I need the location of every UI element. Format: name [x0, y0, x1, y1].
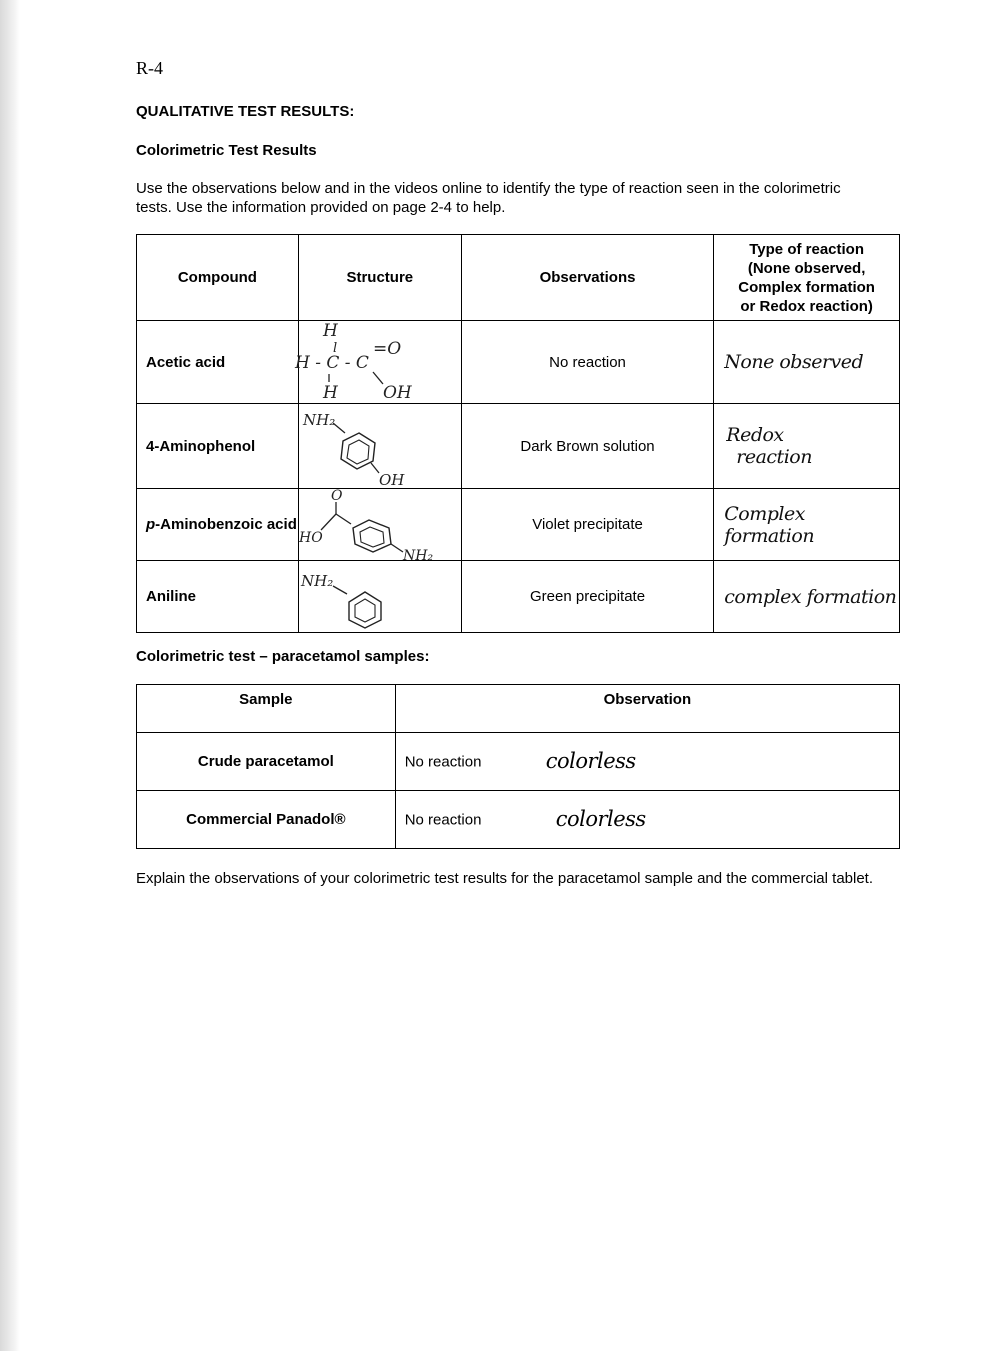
label-h-top: H: [322, 321, 338, 341]
observation-text: No reaction: [404, 811, 482, 828]
sample-name: Commercial Panadol®: [137, 791, 396, 849]
label-carbonyl-o: =O: [372, 339, 402, 359]
page-number: R-4: [136, 58, 163, 78]
observation-cell: [395, 791, 899, 849]
label-nh2: NH₂: [302, 411, 336, 429]
observation-cell: [395, 733, 899, 791]
label-oh: OH: [378, 471, 405, 489]
table-header-row: [137, 235, 900, 321]
label-h-bottom: H: [322, 383, 338, 403]
structure-4-aminophenol: [298, 404, 461, 489]
label-main-chain: H - C - C: [294, 353, 369, 373]
header-structure: Structure: [298, 235, 461, 321]
label-bond-top: l: [332, 341, 337, 356]
structure-p-aminobenzoic-acid: [298, 487, 461, 564]
page-edge-shadow: [0, 0, 20, 1351]
label-o: O: [330, 487, 343, 504]
label-oh: OH: [382, 383, 412, 403]
observation: Dark Brown solution: [461, 404, 713, 489]
structure-acetic-acid: [294, 321, 461, 404]
table-row: [137, 791, 900, 849]
reaction-type-handwritten: complex formation: [714, 561, 900, 633]
compound-name: Aniline: [137, 561, 299, 633]
aminobenzoic-acid-drawing: [298, 487, 459, 564]
subsection-heading: Colorimetric Test Results: [136, 142, 317, 159]
table-row: [137, 561, 900, 633]
acetic-acid-drawing: [294, 321, 459, 403]
compound-name: p-Aminobenzoic acid: [137, 489, 299, 561]
section-heading: QUALITATIVE TEST RESULTS:: [136, 103, 355, 120]
paracetamol-samples-table: [136, 684, 900, 849]
table-row: [137, 321, 900, 404]
compound-name: 4-Aminophenol: [137, 404, 299, 489]
table-row: [137, 489, 900, 561]
paracetamol-table-title: Colorimetric test – paracetamol samples:: [136, 648, 430, 665]
label-nh2: NH₂: [300, 571, 334, 590]
observation: Green precipitate: [461, 561, 713, 633]
table-header-row: [137, 685, 900, 733]
header-sample: Sample: [137, 685, 396, 733]
header-observation: Observation: [395, 685, 899, 733]
observation: No reaction: [461, 321, 713, 404]
intro-paragraph: Use the observations below and in the videos online to identify the type of reaction seen in the colorimetric tests. Use the information provided on page 2-4 to help.: [136, 180, 841, 216]
sample-name: Crude paracetamol: [137, 733, 396, 791]
structure-aniline: [298, 561, 461, 633]
aniline-drawing: [299, 562, 459, 632]
header-compound: Compound: [137, 235, 299, 321]
reaction-type-handwritten: None observed: [714, 321, 900, 404]
label-nh2: NH₂: [402, 547, 433, 564]
observation-text: No reaction: [404, 753, 482, 770]
reaction-type-handwritten: Redox reaction: [714, 404, 900, 489]
table-row: [137, 404, 900, 489]
handwritten-note: colorless: [545, 748, 636, 773]
aminophenol-drawing: [299, 405, 459, 487]
colorimetric-results-table: [136, 234, 900, 633]
observation: Violet precipitate: [461, 489, 713, 561]
table-row: [137, 733, 900, 791]
explain-prompt: Explain the observations of your colorimetric test results for the paracetamol sample and the commercial tablet.: [136, 870, 874, 887]
header-type-of-reaction: Type of reaction (None observed, Complex formation or Redox reaction): [714, 235, 900, 321]
handwritten-note: colorless: [555, 806, 646, 831]
reaction-type-handwritten: Complex formation: [714, 489, 900, 561]
label-ho: HO: [298, 529, 323, 546]
compound-name: Acetic acid: [137, 321, 299, 404]
header-observations: Observations: [461, 235, 713, 321]
